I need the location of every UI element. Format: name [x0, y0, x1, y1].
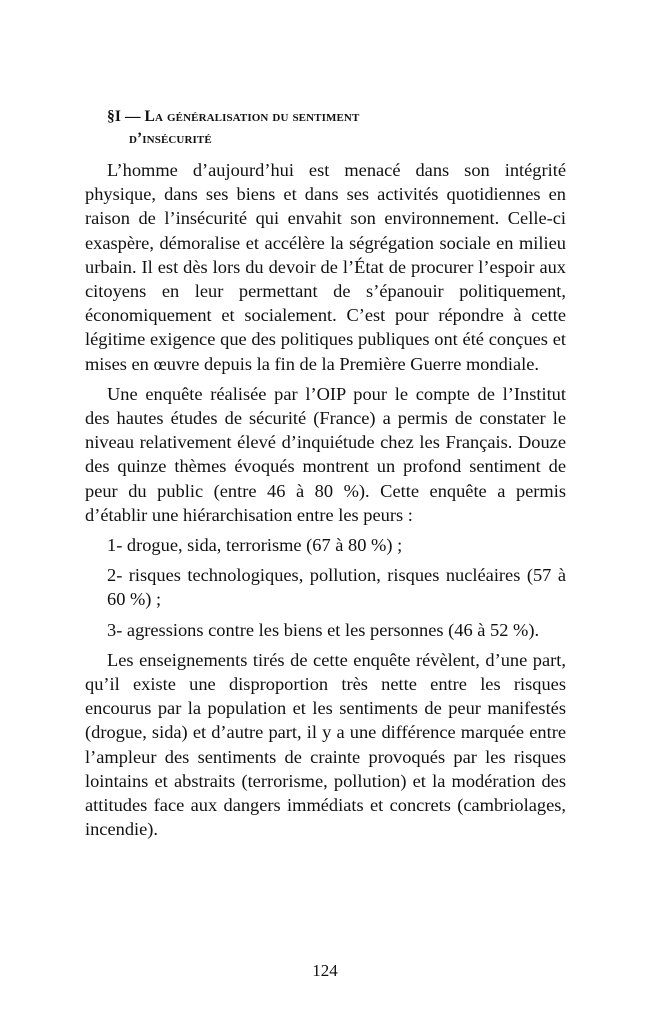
list-item-2: 2- risques technologiques, pollution, risques nucléaires (57 à 60 %) ;: [107, 565, 566, 610]
paragraph-survey: Une enquête réalisée par l’OIP pour le compte de l’Institut des hautes études de sécurité (France) a permis de constater le niveau relativement élevé d’inquiétude chez les Français. Douze des quinze thèmes évoqués montrent un profond sentiment de peur du public (entre 46 à 80 %). Cette enquête a permis d’établir une hiérarchisation entre les peurs :: [85, 383, 566, 525]
paragraph-intro: L’homme d’aujourd’hui est menacé dans son intégrité physique, dans ses biens et dans ses activités quotidiennes en raison de l’insécurité qui envahit son environnement. Celle-ci exaspère, démoralise et accélère la ségrégation sociale en milieu urbain. Il est dès lors du devoir de l’État de procurer l’espoir aux citoyens en leur permettant de s’épanouir politiquement, économiquement et socialement. C’est pour répondre à cette légitime exigence que des politiques publiques ont été conçues et mises en œuvre depuis la fin de la Première Guerre mondiale.: [85, 160, 566, 374]
section-heading: [85, 106, 566, 150]
paragraph-conclusion: Les enseignements tirés de cette enquête révèlent, d’une part, qu’il existe une disproportion très nette entre les risques encourus par la population et les sentiments de peur manifestés (drogue, sida) et d’autre part, il y a une différence marquée entre l’ampleur des sentiments de crainte provoqués par les risques lointains et abstraits (terrorisme, pollution) et la modération des attitudes face aux dangers immédiats et concrets (cambriolages, incendie).: [85, 649, 566, 840]
page-number: 124: [312, 961, 338, 980]
section-heading-line1: §I — La généralisation du sentiment: [107, 108, 360, 125]
page-body: [85, 106, 566, 847]
list-item-3: 3- agressions contre les biens et les personnes (46 à 52 %).: [107, 619, 540, 640]
list-item-1: 1- drogue, sida, terrorisme (67 à 80 %) ;: [107, 535, 403, 556]
section-heading-line2: d’insécurité: [129, 130, 212, 147]
